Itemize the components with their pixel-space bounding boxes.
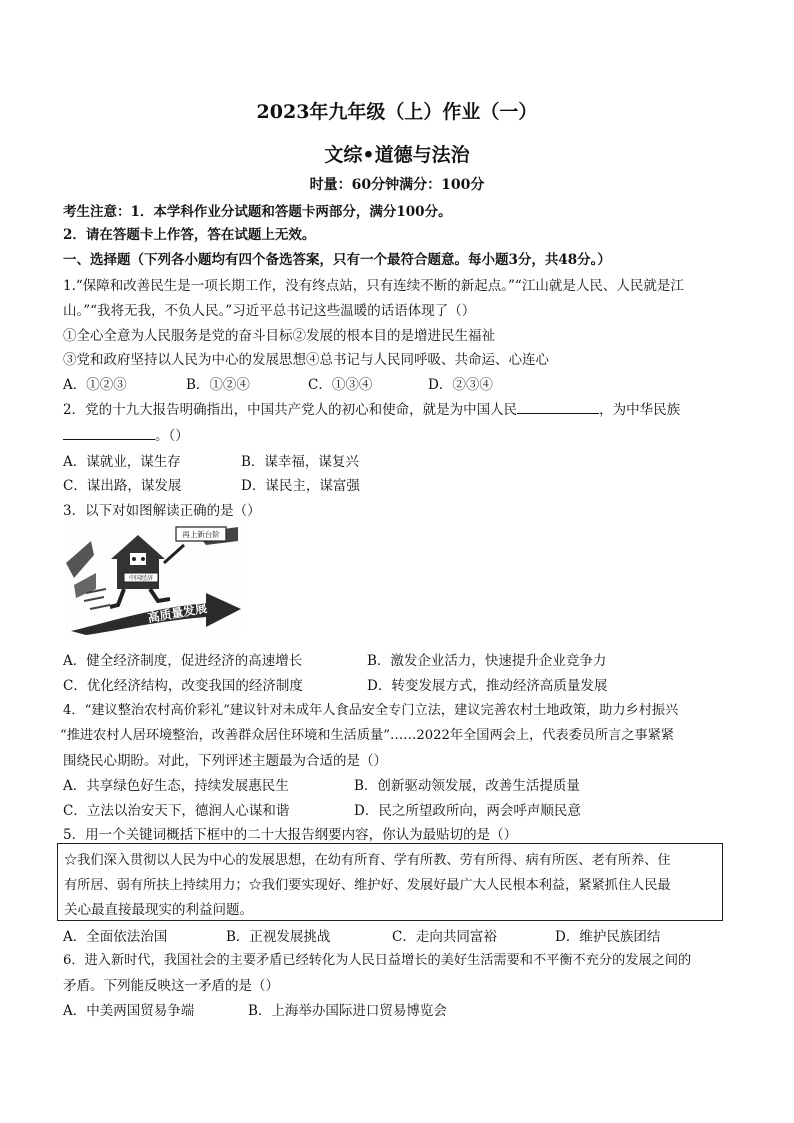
q1-option-d[interactable]: D．②③④ [428, 377, 493, 393]
q6-stem-line-2: 矛盾。下列能反映这一矛盾的是（） [63, 978, 279, 994]
q2-stem-part-3: 。（） [155, 428, 189, 444]
q5-stem: 5．用一个关键词概括下框中的二十大报告纲要内容，你认为最贴切的是（） [63, 827, 518, 843]
q6-option-a[interactable]: A．中美两国贸易争端 [63, 1003, 195, 1019]
economy-cartoon-figure [66, 523, 242, 635]
q4-option-d[interactable]: D．民之所望政所向，两会呼声顺民意 [354, 803, 581, 819]
q3-option-b[interactable]: B．激发企业活力，快速提升企业竞争力 [367, 653, 607, 669]
q4-option-a[interactable]: A．共享绿色好生态，持续发展惠民生 [63, 778, 289, 794]
notice-line-2: 2．请在答题卡上作答，答在试题上无效。 [63, 227, 316, 243]
q1-option-c[interactable]: C．①③④ [308, 377, 373, 393]
q3-option-d[interactable]: D．转变发展方式，推动经济高质量发展 [367, 678, 608, 694]
q3-option-a[interactable]: A．健全经济制度，促进经济的高速增长 [63, 653, 303, 669]
q1-option-a[interactable]: A．①②③ [63, 377, 127, 393]
q2-option-d[interactable]: D．谋民主，谋富强 [241, 478, 360, 494]
q3-option-c[interactable]: C．优化经济结构，改变我国的经济制度 [63, 678, 303, 694]
answer-blank-2 [63, 425, 155, 440]
q4-stem-line-3: 围绕民心期盼。对此，下列评述主题最为合适的是（） [63, 753, 387, 769]
q4-stem-line-2: “推进农村人居环境整治，改善群众居住环境和生活质量”……2022年全国两会上，代表委员所言之事紧紧 [60, 728, 675, 743]
page-title: 2023年九年级（上）作业（一） [256, 101, 538, 123]
q5-box-line-1: ☆我们深入贯彻以人民为中心的发展思想，在幼有所育、学有所教、劳有所得、病有所医、老有所养、住 [64, 853, 671, 868]
q5-option-b[interactable]: B．正视发展挑战 [226, 929, 331, 945]
figure-house-text: 中国经济 [128, 575, 154, 582]
q1-stem-line-2: 山。”“我将无我，不负人民。”习近平总书记这些温暖的话语体现了（） [63, 303, 476, 319]
q5-option-a[interactable]: A．全面依法治国 [63, 929, 168, 945]
q2-stem-part-1: 2．党的十九大报告明确指出，中国共产党人的初心和使命，就是为中国人民 [63, 402, 518, 418]
notice-line-1: 考生注意：1．本学科作业分试题和答题卡两部分，满分100分。 [63, 204, 452, 220]
figure-sign-text: 再上新台阶 [182, 530, 220, 539]
q6-option-b[interactable]: B．上海举办国际进口贸易博览会 [248, 1003, 447, 1019]
q1-statement-2: ③党和政府坚持以人民为中心的发展思想④总书记与人民同呼吸、共命运、心连心 [63, 352, 549, 368]
q2-option-b[interactable]: B．谋幸福，谋复兴 [241, 454, 359, 470]
time-info: 时量：60分钟满分：100分 [309, 177, 485, 193]
q1-statement-1: ①全心全意为人民服务是党的奋斗目标②发展的根本目的是增进民生福祉 [63, 328, 495, 344]
q3-stem: 3．以下对如图解读正确的是（） [63, 503, 261, 519]
q6-stem-line-1: 6．进入新时代，我国社会的主要矛盾已经转化为人民日益增长的美好生活需要和不平衡不充分的发展之间的 [63, 953, 692, 968]
q1-stem-line-1: 1.“保障和改善民生是一项长期工作，没有终点站，只有连续不断的新起点。”“江山就是人民、人民就是江 [63, 278, 684, 294]
q2-option-c[interactable]: C．谋出路，谋发展 [63, 478, 182, 494]
section-heading: 一、选择题（下列各小题均有四个备选答案，只有一个最符合题意。每小题3分，共48分。） [63, 252, 611, 268]
q1-option-b[interactable]: B．①②④ [186, 377, 250, 393]
q2-stem-part-2: ，为中华民族 [599, 402, 681, 418]
q5-option-c[interactable]: C．走向共同富裕 [392, 929, 497, 945]
q5-option-d[interactable]: D．维护民族团结 [555, 929, 661, 945]
subject-title: 文综•道德与法治 [324, 144, 470, 166]
q2-stem-line-2 [63, 424, 189, 444]
q4-option-b[interactable]: B．创新驱动领发展，改善生活提质量 [354, 778, 580, 794]
q2-stem-line-1 [63, 398, 680, 418]
figure-arrow-text: 高质量发展 [146, 600, 209, 626]
q2-option-a[interactable]: A．谋就业，谋生存 [63, 454, 181, 470]
q5-box-line-2: 有所居、弱有所扶上持续用力；☆我们要实现好、维护好、发展好最广大人民根本利益，紧紧抓住人民最 [64, 878, 671, 893]
answer-blank-1 [517, 399, 599, 414]
q5-quote-box [57, 843, 723, 921]
q5-box-line-3: 关心最直接最现实的利益问题。 [64, 902, 253, 918]
q4-stem-line-1: 4．“建议整治农村高价彩礼”建议针对未成年人食品安全专门立法，建议完善农村土地政策，助力乡村振兴 [63, 703, 679, 718]
q4-option-c[interactable]: C．立法以治安天下，德润人心谋和谐 [63, 803, 290, 819]
